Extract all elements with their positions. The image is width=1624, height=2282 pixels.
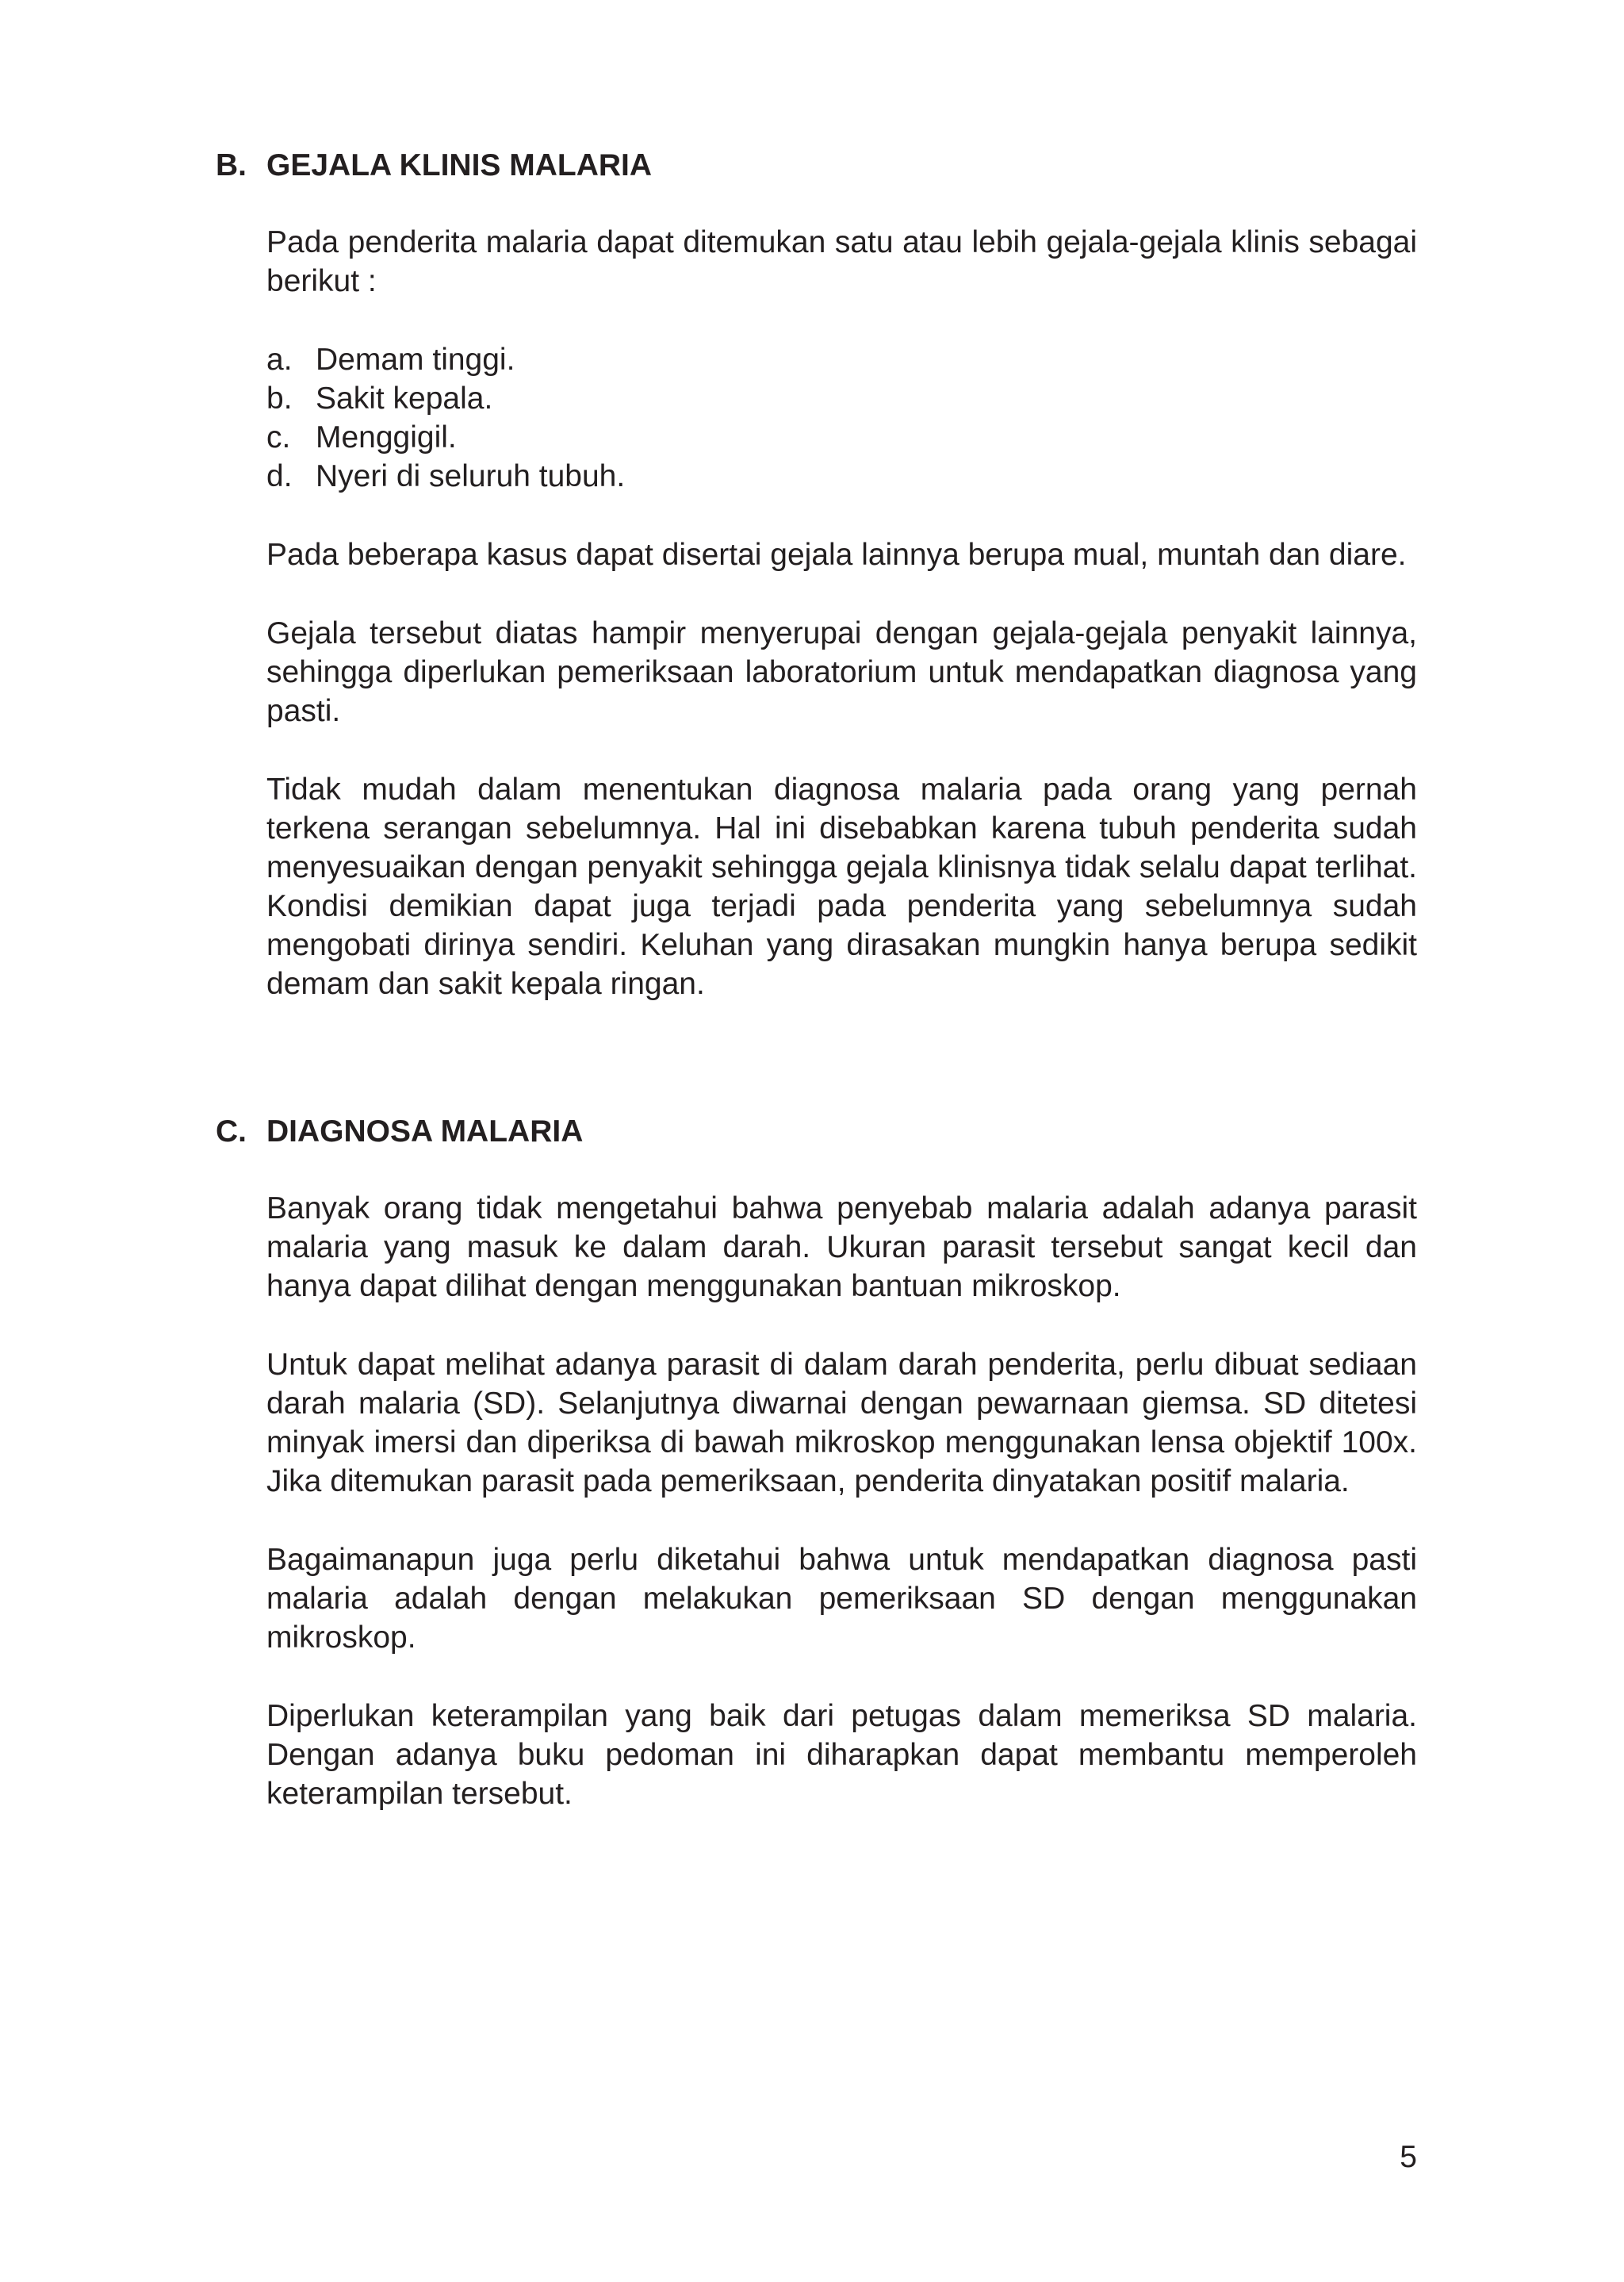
list-item [266, 457, 1417, 496]
list-item [266, 418, 1417, 457]
section-gejala-klinis [216, 147, 1417, 1003]
body-paragraph: Diperlukan keterampilan yang baik dari petugas dalam memeriksa SD malaria. Dengan adanya buku pedoman ini diharapkan dapat membantu memperoleh keterampilan tersebut. [266, 1699, 1417, 1811]
list-item [266, 379, 1417, 418]
body-paragraph: Pada beberapa kasus dapat disertai gejala lainnya berupa mual, muntah dan diare. [266, 538, 1407, 572]
list-marker: a. [266, 343, 293, 377]
list-item-text: Menggigil. [316, 420, 457, 454]
section-heading [216, 147, 1417, 185]
list-marker: d. [266, 459, 293, 493]
list-item-text: Demam tinggi. [316, 343, 515, 377]
section-title: DIAGNOSA MALARIA [266, 1114, 584, 1149]
list-marker: c. [266, 420, 291, 454]
list-item [266, 340, 1417, 379]
list-item-text: Sakit kepala. [316, 382, 493, 416]
section-heading [216, 1113, 1417, 1151]
page-number: 5 [1400, 2140, 1417, 2174]
symptom-list [266, 340, 1417, 496]
list-marker: b. [266, 382, 293, 416]
list-item-text: Nyeri di seluruh tubuh. [316, 459, 626, 493]
body-paragraph: Gejala tersebut diatas hampir menyerupai dengan gejala-gejala penyakit lainnya, sehingga diperlukan pemeriksaan laboratorium untuk mendapatkan diagnosa yang pasti. [266, 616, 1417, 728]
section-letter: B. [216, 148, 247, 182]
body-paragraph: Tidak mudah dalam menentukan diagnosa malaria pada orang yang pernah terkena serangan sebelumnya. Hal ini disebabkan karena tubuh penderita sudah menyesuaikan dengan penyakit sehingga gejala klinisnya tidak selalu dapat terlihat. Kondisi demikian dapat juga terjadi pada penderita yang sebelumnya sudah mengobati dirinya sendiri. Keluhan yang dirasakan mungkin hanya berupa sedikit demam dan sakit kepala ringan. [266, 773, 1417, 1001]
section-body [266, 1189, 1417, 1813]
section-letter: C. [216, 1114, 247, 1149]
body-paragraph: Bagaimanapun juga perlu diketahui bahwa untuk mendapatkan diagnosa pasti malaria adalah dengan melakukan pemeriksaan SD dengan menggunakan mikroskop. [266, 1543, 1417, 1655]
body-paragraph: Banyak orang tidak mengetahui bahwa penyebab malaria adalah adanya parasit malaria yang masuk ke dalam darah. Ukuran parasit tersebut sangat kecil dan hanya dapat dilihat dengan menggunakan bantuan mikroskop. [266, 1191, 1417, 1303]
intro-paragraph: Pada penderita malaria dapat ditemukan satu atau lebih gejala-gejala klinis sebagai berikut : [266, 225, 1417, 298]
section-body [266, 223, 1417, 1003]
section-title: GEJALA KLINIS MALARIA [266, 148, 653, 182]
section-diagnosa [216, 1113, 1417, 1813]
body-paragraph: Untuk dapat melihat adanya parasit di dalam darah penderita, perlu dibuat sediaan darah malaria (SD). Selanjutnya diwarnai dengan pewarnaan giemsa. SD ditetesi minyak imersi dan diperiksa di bawah mikroskop menggunakan lensa objektif 100x. Jika ditemukan parasit pada pemeriksaan, penderita dinyatakan positif malaria. [266, 1348, 1417, 1498]
